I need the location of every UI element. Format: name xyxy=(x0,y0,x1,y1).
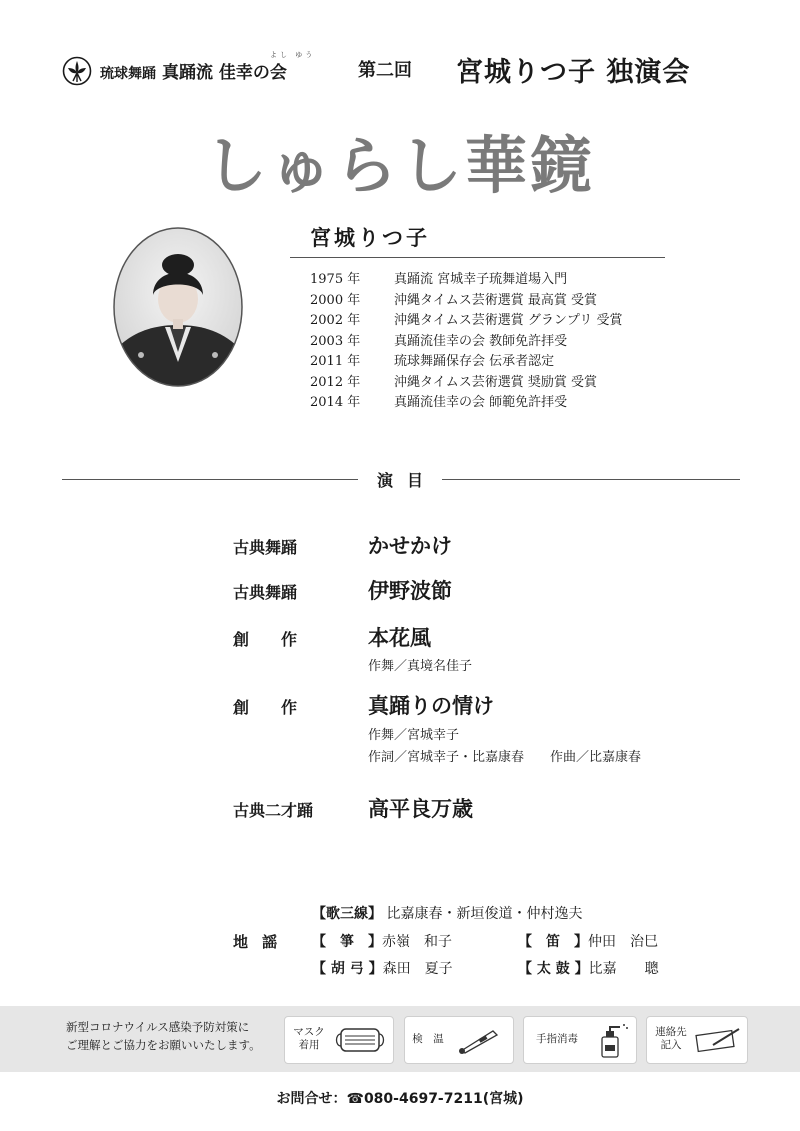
musician-sanshin: 【歌三線】 比嘉康春・新垣俊道・仲村逸夫 xyxy=(312,906,583,922)
program-genre: 古典舞踊 xyxy=(233,583,298,602)
program-credit: 作舞／真境名佳子 xyxy=(368,659,473,674)
program-title: 高平良万歳 xyxy=(368,796,473,821)
performer-name: 宮城りつ子 xyxy=(310,225,430,250)
troupe-name: 琉球舞踊 真踊流 佳幸の会 xyxy=(100,63,287,83)
career-row: 2014 年 真踊流佳幸の会 師範免許拝受 xyxy=(310,395,568,410)
musician-koto: 【 箏 】赤嶺 和子 xyxy=(312,934,452,950)
covid-notice-text: 新型コロナウイルス感染予防対策に ご理解とご協力をお願いいたします。 xyxy=(66,1020,261,1052)
thermometer-icon xyxy=(453,1025,507,1055)
pen-card-icon xyxy=(693,1025,743,1055)
show-title: 宮城りつ子 独演会 xyxy=(456,57,691,88)
program-genre: 創 作 xyxy=(233,698,298,717)
program-title: 真踊りの情け xyxy=(368,693,494,718)
program-title: かせかけ xyxy=(368,533,452,558)
edition-label: 第二回 xyxy=(358,60,412,81)
program-genre: 古典舞踊 xyxy=(233,538,298,557)
career-list xyxy=(310,270,623,414)
career-row: 2011 年 琉球舞踊保存会 伝承者認定 xyxy=(310,354,555,369)
musician-kokyu: 【 胡 弓 】森田 夏子 xyxy=(312,961,453,977)
program-title: 本花風 xyxy=(368,625,431,650)
program-item xyxy=(233,530,753,560)
program-genre: 古典二才踊 xyxy=(233,801,314,820)
contact-info-card: 連絡先 記入 xyxy=(646,1016,748,1064)
program-heading: 演目 xyxy=(376,471,437,490)
program-item xyxy=(233,575,753,605)
sanitizer-icon xyxy=(590,1021,630,1059)
mask-card: マスク 着用 xyxy=(284,1016,394,1064)
phone-number[interactable]: 080-4697-7211 xyxy=(363,1091,483,1107)
musician-fue: 【 笛 】仲田 治巳 xyxy=(518,934,658,950)
career-row: 2000 年 沖縄タイムス芸術選賞 最高賞 受賞 xyxy=(310,292,598,308)
program-credit: 作詞／宮城幸子・比嘉康春 作曲／比嘉康春 xyxy=(368,750,642,765)
career-row: 2012 年 沖縄タイムス芸術選賞 奨励賞 受賞 xyxy=(310,374,598,390)
career-row: 2003 年 真踊流佳幸の会 教師免許拝受 xyxy=(310,333,568,349)
musician-taiko: 【 太 鼓 】比嘉 聰 xyxy=(518,961,659,977)
phone-icon: ☎ xyxy=(346,1091,364,1107)
main-title: しゅらし華鏡 xyxy=(204,129,595,202)
sanitizer-card: 手指消毒 xyxy=(523,1016,637,1064)
program-genre: 創 作 xyxy=(233,630,298,649)
lily-crest-icon xyxy=(62,56,92,86)
contact-line: お問合せ：☎080-4697-7211(宮城) xyxy=(276,1091,524,1107)
career-row: 2002 年 沖縄タイムス芸術選賞 グランプリ 受賞 xyxy=(310,313,623,328)
jiutai-label: 地謡 xyxy=(233,933,292,951)
troupe-ruby: よし ゆう xyxy=(270,51,316,59)
program-credit: 作舞／宮城幸子 xyxy=(368,728,460,743)
temperature-card: 検 温 xyxy=(404,1016,514,1064)
portrait-photo xyxy=(113,227,243,387)
program-item xyxy=(233,690,753,765)
mask-icon xyxy=(333,1025,387,1055)
career-row: 1975 年 真踊流 宮城幸子琉舞道場入門 xyxy=(310,272,568,287)
name-underline xyxy=(290,257,665,258)
program-item xyxy=(233,793,753,823)
program-title: 伊野波節 xyxy=(368,578,452,603)
program-item xyxy=(233,622,753,672)
